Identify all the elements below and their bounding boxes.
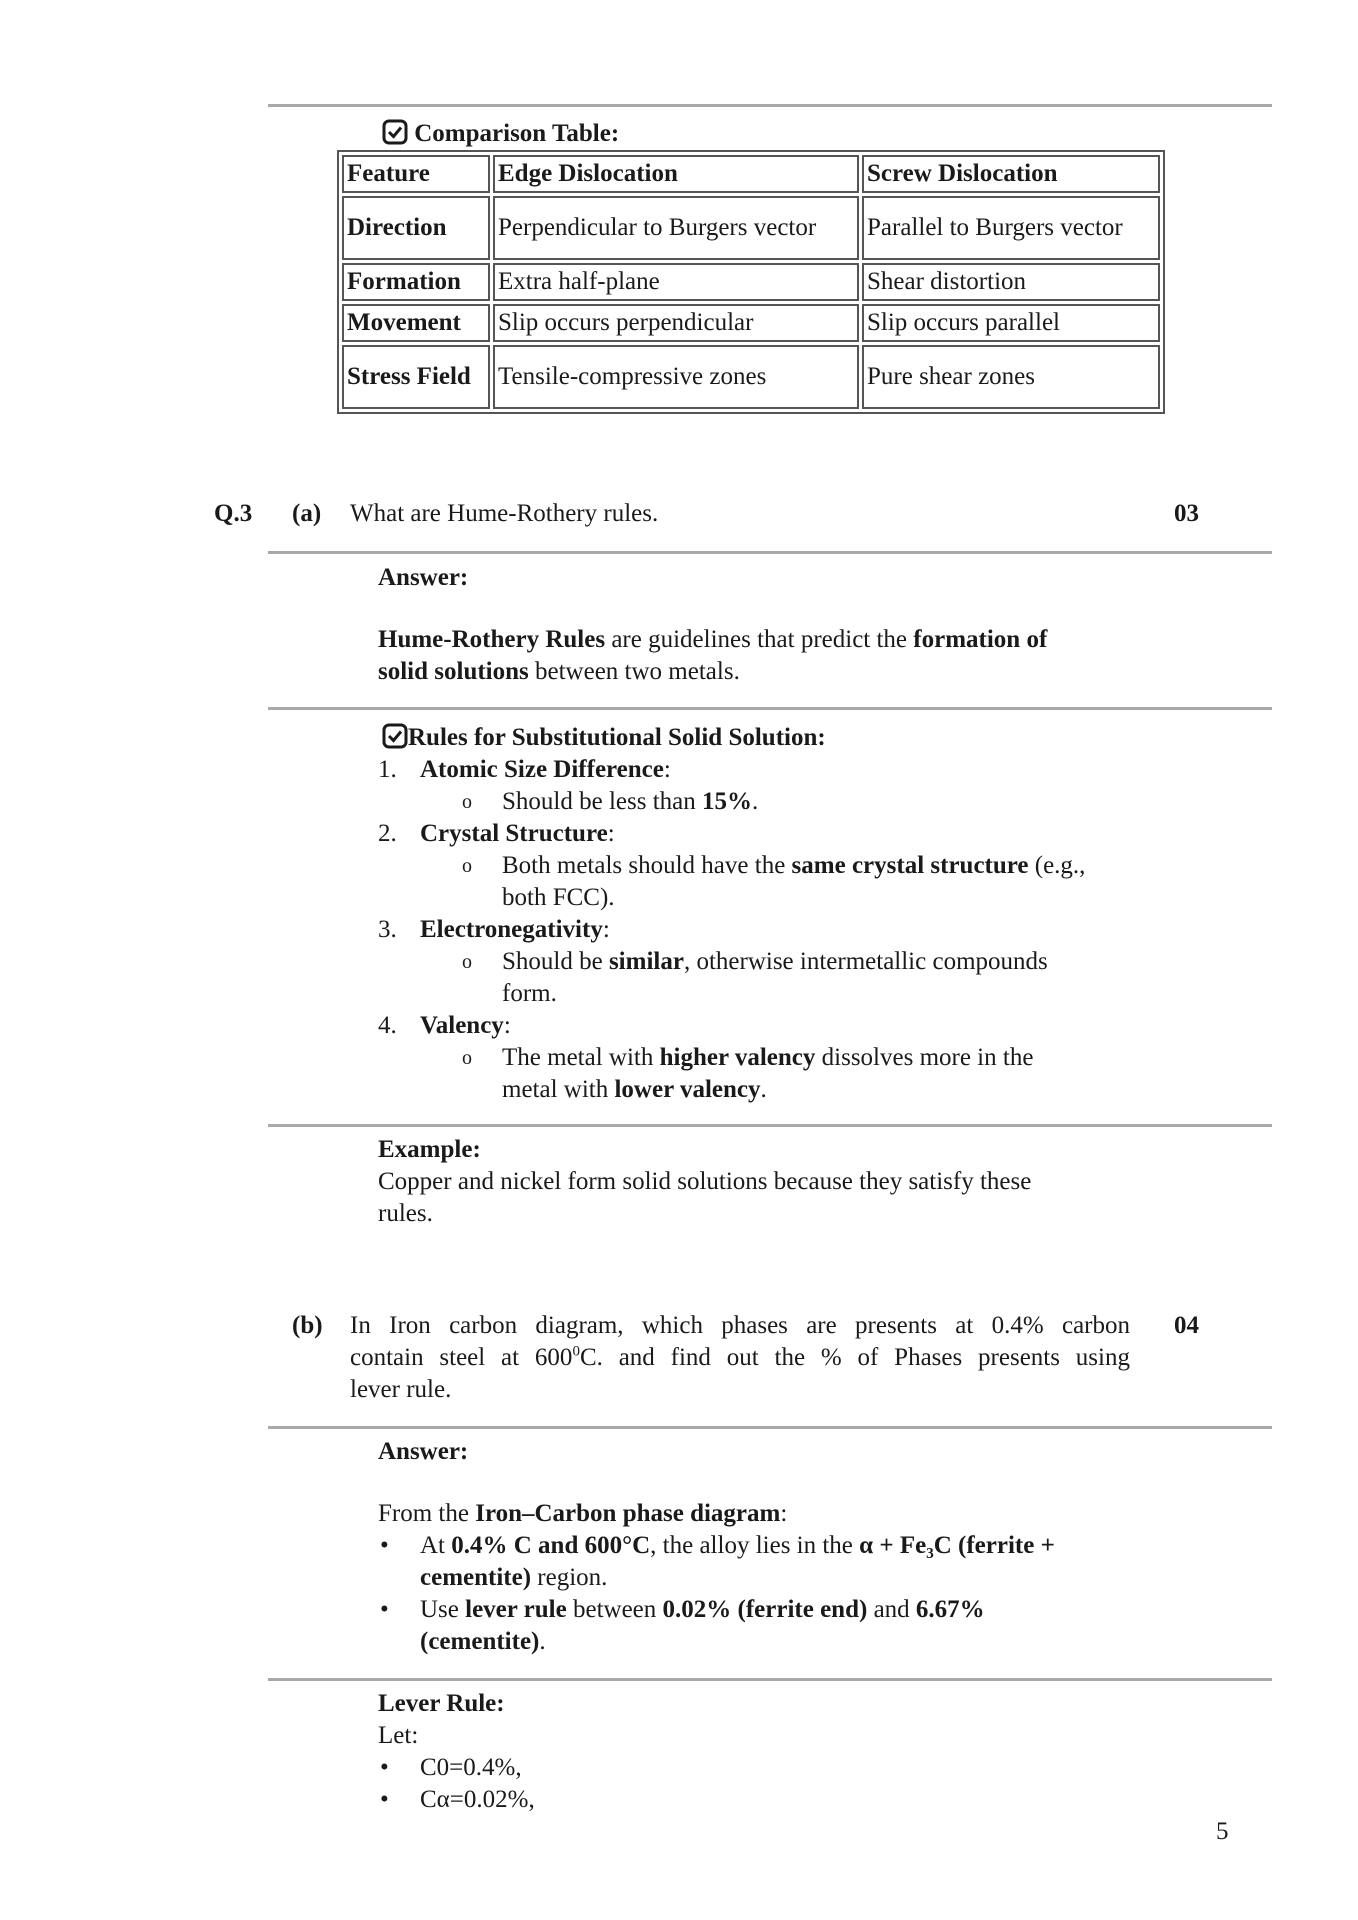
table-cell: Parallel to Burgers vector	[862, 196, 1160, 260]
example-block	[378, 1134, 1158, 1230]
part-b-marks: 04	[1174, 1312, 1199, 1339]
table-cell: Tensile-compressive zones	[493, 345, 859, 409]
table-header-cell: Feature	[342, 155, 490, 193]
table-cell: Extra half-plane	[493, 263, 859, 301]
table-cell: Slip occurs parallel	[862, 304, 1160, 342]
top-divider	[268, 104, 1272, 107]
let-label: Let:	[378, 1722, 419, 1749]
sub-text	[502, 850, 1142, 914]
intro-bold: solid solutions	[378, 658, 529, 685]
part-a-marks: 03	[1174, 500, 1199, 527]
rule-title: Crystal Structure	[420, 820, 608, 847]
comparison-heading	[382, 118, 619, 150]
list-text	[420, 1010, 511, 1042]
example-text: rules.	[378, 1200, 433, 1227]
table-row	[342, 196, 1160, 260]
answer-label: Answer:	[378, 564, 469, 591]
part-b-label: (b)	[292, 1312, 323, 1339]
sub-text-bold: similar	[608, 948, 684, 975]
bullet-text	[420, 1530, 1150, 1594]
bullet-dot: •	[380, 1754, 389, 1781]
question-line: lever rule.	[350, 1376, 452, 1403]
part-b-question	[350, 1310, 1130, 1406]
sub-bullet: o	[462, 855, 472, 877]
table-row-label: Direction	[342, 196, 490, 260]
rule-colon: :	[602, 916, 610, 943]
bullet-bold: (cementite)	[420, 1628, 540, 1655]
part-a-question: What are Hume-Rothery rules.	[350, 500, 659, 527]
sub-bullet: o	[462, 791, 472, 813]
section-divider	[268, 1426, 1272, 1429]
section-divider	[268, 551, 1272, 554]
superscript: 0	[572, 1343, 580, 1360]
sub-bullet: o	[462, 951, 472, 973]
lever-rule-label: Lever Rule:	[378, 1690, 505, 1717]
intro-line	[378, 624, 1138, 656]
table-row	[342, 304, 1160, 342]
sub-text-part: metal with	[502, 1076, 615, 1103]
sub-text	[502, 1042, 1142, 1106]
lever-rule-block	[378, 1688, 1078, 1816]
part-a-label: (a)	[292, 500, 322, 527]
bullet-text	[420, 1594, 1150, 1658]
bullet-bold: α + Fe₃C (ferrite +	[859, 1532, 1055, 1559]
bullet-part: .	[539, 1628, 546, 1655]
section-divider	[268, 1678, 1272, 1681]
sub-text-part: Should be less than	[502, 788, 702, 815]
sub-bullet: o	[462, 1047, 472, 1069]
list-number: 1.	[378, 756, 397, 783]
sub-text	[502, 786, 1142, 818]
sub-text-part: form.	[502, 980, 557, 1007]
list-item	[378, 1752, 1078, 1784]
table-cell: Slip occurs perpendicular	[493, 304, 859, 342]
intro-bold: Hume-Rothery Rules	[378, 626, 606, 653]
list-number: 4.	[378, 1012, 397, 1039]
answer-label: Answer:	[378, 1438, 469, 1465]
sub-text	[502, 946, 1142, 1010]
table-row-label: Formation	[342, 263, 490, 301]
section-divider	[268, 1124, 1272, 1127]
table-cell: Shear distortion	[862, 263, 1160, 301]
bullet-part: and	[867, 1596, 916, 1623]
question-number: Q.3	[214, 500, 253, 527]
from-bold: Iron–Carbon phase diagram	[475, 1500, 781, 1527]
sub-text-bold: same crystal structure	[791, 852, 1029, 879]
table-row	[342, 345, 1160, 409]
sub-text-part: The metal with	[502, 1044, 660, 1071]
variable-text: Cα=0.02%,	[420, 1786, 535, 1813]
variable-list	[378, 1752, 1078, 1816]
table-header-cell: Edge Dislocation	[493, 155, 859, 193]
bullet-part: At	[420, 1532, 452, 1559]
from-text: From the	[378, 1500, 476, 1527]
rule-colon: :	[607, 820, 615, 847]
table-row-label: Stress Field	[342, 345, 490, 409]
list-item	[378, 1784, 1078, 1816]
example-text: Copper and nickel form solid solutions because they satisfy these	[378, 1168, 1032, 1195]
question-text: contain steel at 600	[350, 1344, 573, 1371]
sub-text-part: dissolves more in the	[815, 1044, 1034, 1071]
list-text	[420, 914, 610, 946]
list-item	[378, 1530, 1178, 1594]
bullet-part: between	[566, 1596, 663, 1623]
example-label: Example:	[378, 1136, 481, 1163]
page-number: 5	[1216, 1818, 1229, 1845]
sub-text-bold: 15%	[702, 788, 752, 815]
intro-text: are guidelines that predict the	[605, 626, 914, 653]
question-line	[350, 1342, 1130, 1374]
bullet-bold: lever rule	[465, 1596, 567, 1623]
bullet-dot: •	[380, 1532, 389, 1559]
bullet-dot: •	[380, 1786, 389, 1813]
bullet-part: region.	[531, 1564, 608, 1591]
table-row	[342, 263, 1160, 301]
table-row-label: Movement	[342, 304, 490, 342]
intro-line	[378, 656, 1138, 688]
comparison-table	[337, 150, 1165, 414]
sub-text-part: both FCC).	[502, 884, 615, 911]
table-cell: Perpendicular to Burgers vector	[493, 196, 859, 260]
list-text	[420, 818, 615, 850]
bullet-bold: 0.4% C and 600°C	[451, 1532, 651, 1559]
sub-text-part: Both metals should have the	[502, 852, 792, 879]
sub-text-part: .	[760, 1076, 767, 1103]
rule-colon: :	[503, 1012, 511, 1039]
rules-heading	[382, 722, 826, 754]
question-text: C. and find out the % of Phases presents using	[579, 1344, 1130, 1371]
list-number: 2.	[378, 820, 397, 847]
checkbox-icon	[382, 119, 408, 145]
intro-bold: formation of	[913, 626, 1048, 653]
table-cell: Pure shear zones	[862, 345, 1160, 409]
rule-colon: :	[663, 756, 671, 783]
comparison-heading-text: Comparison Table:	[414, 120, 620, 147]
sub-text-part: (e.g.,	[1028, 852, 1086, 879]
from-line	[378, 1498, 787, 1530]
bullet-part: , the alloy lies in the	[650, 1532, 860, 1559]
checkbox-icon	[382, 723, 408, 749]
sub-text-part: Should be	[502, 948, 609, 975]
table-header-cell: Screw Dislocation	[862, 155, 1160, 193]
intro-text: between two metals.	[528, 658, 740, 685]
sub-text-bold: lower valency	[614, 1076, 761, 1103]
list-item	[378, 1594, 1178, 1658]
bullet-dot: •	[380, 1596, 389, 1623]
question-line: In Iron carbon diagram, which phases are presents at 0.4% carbon	[350, 1312, 1130, 1339]
answer-bullets	[378, 1530, 1178, 1658]
rules-heading-text: Rules for Substitutional Solid Solution:	[408, 724, 826, 751]
rule-title: Valency	[420, 1012, 504, 1039]
sub-text-part: , otherwise intermetallic compounds	[683, 948, 1048, 975]
bullet-bold: cementite)	[420, 1564, 532, 1591]
sub-text-bold: higher valency	[659, 1044, 816, 1071]
from-text: :	[780, 1500, 788, 1527]
sub-text-part: .	[752, 788, 759, 815]
rule-title: Electronegativity	[420, 916, 603, 943]
hume-rothery-intro	[378, 624, 1138, 688]
list-number: 3.	[378, 916, 397, 943]
variable-text: C0=0.4%,	[420, 1754, 522, 1781]
table-header-row	[342, 155, 1160, 193]
rule-title: Atomic Size Difference	[420, 756, 664, 783]
section-divider	[268, 707, 1272, 710]
bullet-part: Use	[420, 1596, 466, 1623]
bullet-bold: 6.67%	[915, 1596, 985, 1623]
list-text	[420, 754, 671, 786]
bullet-bold: 0.02% (ferrite end)	[662, 1596, 868, 1623]
